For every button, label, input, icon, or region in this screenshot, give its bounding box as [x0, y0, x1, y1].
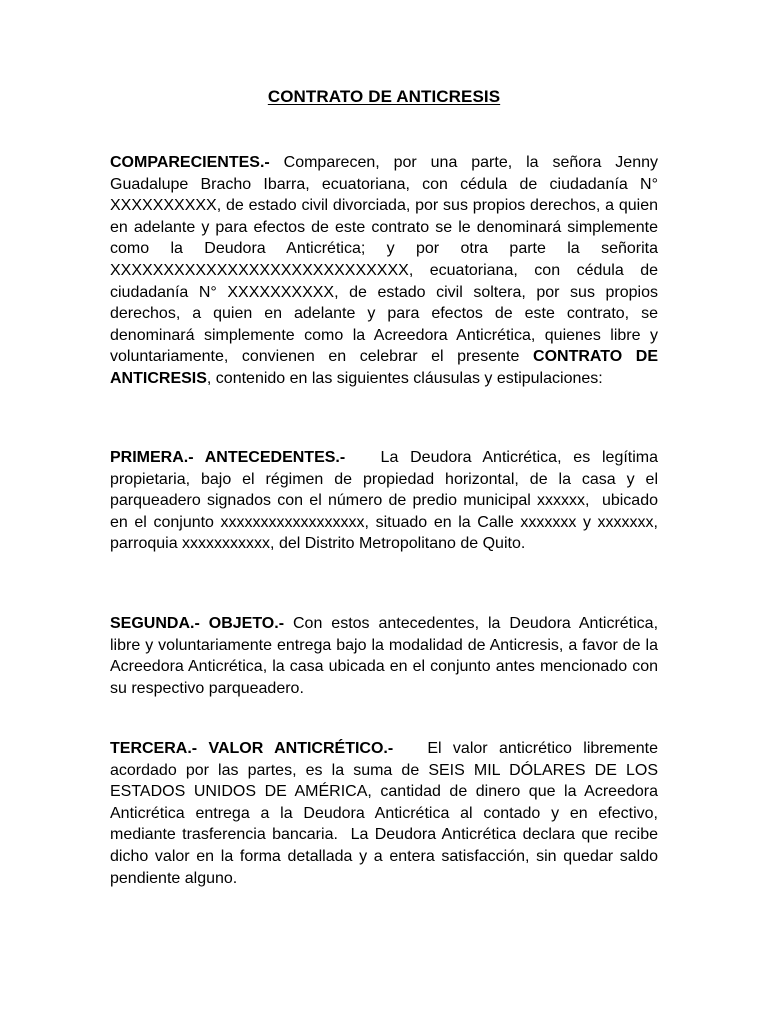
clause-heading: PRIMERA.- ANTECEDENTES.- [110, 449, 346, 466]
clause-comparecientes [110, 152, 658, 390]
clause-heading: SEGUNDA.- OBJETO.- [110, 615, 285, 632]
clause-tercera [110, 738, 663, 889]
clause-segunda [110, 613, 658, 699]
clause-text: Con estos antecedentes, la Deudora Anticrética, libre y voluntariamente entrega bajo la modalidad de Anticresis, a favor de la Acreedora Anticrética, la casa ubicada en el conjunto antes mencionado con su respectivo parqueadero. [110, 615, 659, 697]
clause-heading: COMPARECIENTES.- [110, 154, 270, 171]
clause-heading: TERCERA.- VALOR ANTICRÉTICO.- [110, 740, 394, 757]
clause-emphasis: CONTRATO DE ANTICRESIS [110, 348, 658, 387]
clause-primera [110, 447, 663, 555]
document-title: CONTRATO DE ANTICRESIS [267, 87, 501, 106]
clause-text: La Deudora Anticrética, es legítima propietaria, bajo el régimen de propiedad horizontal, de la casa y el parqueadero signados con el número de predio municipal xxxxxx, ubicado en el conjunto xxxxxxxxxxxxxxxxxx, situado en la Calle xxxxxxx y xxxxxxx, parroquia xxxxxxxxxxx, del Distrito Metropolitano de Quito. [110, 449, 663, 553]
clause-text: El valor anticrético libremente acordado por las partes, es la suma de SEIS MIL DÓLARES DE LOS ESTADOS UNIDOS DE AMÉRICA, cantidad de dinero que la Acreedora Anticrética entrega a la Deudora Anticrética al contado y en efectivo, mediante trasferencia bancaria. La Deudora Anticrética declara que recibe dicho valor en la forma detallada y a entera satisfacción, sin quedar saldo pendiente alguno. [110, 740, 663, 887]
clause-text: , contenido en las siguientes cláusulas y estipulaciones: [206, 369, 603, 387]
clause-text: Comparecen, por una parte, la señora Jenny Guadalupe Bracho Ibarra, ecuatoriana, con cédula de ciudadanía N° XXXXXXXXXX, de estado civil divorciada, por sus propios derechos, a quien en adelante y para efectos de este contrato se le denominará simplemente como la Deudora Anticrética; y por otra parte la señorita XXXXXXXXXXXXXXXXXXXXXXXXXXXX, ecuatoriana, con cédula de ciudadanía N° XXXXXXXXXX, de estado civil soltera, por sus propios derechos, a quien en adelante y para efectos de este contrato, se denominará simplemente como la Acreedora Anticrética, quienes libre y voluntariamente, convienen en celebrar el presente [110, 154, 658, 366]
